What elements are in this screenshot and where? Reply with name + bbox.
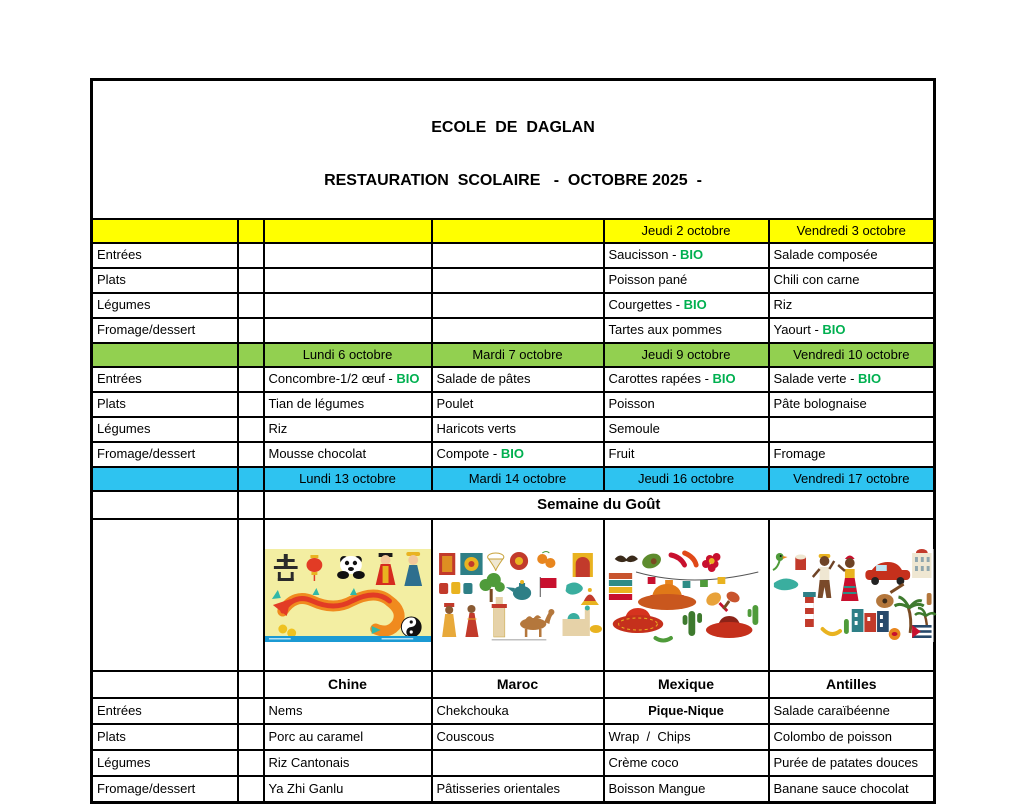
row-label-empty xyxy=(92,671,238,698)
menu-cell: Porc au caramel xyxy=(264,724,432,750)
row-label: Fromage/dessert xyxy=(92,776,238,803)
menu-cell: Riz xyxy=(769,293,935,318)
row-label: Entrées xyxy=(92,243,238,268)
caption-line xyxy=(491,639,546,641)
cuba-flag-icon xyxy=(912,625,931,638)
antilles-illustration xyxy=(770,549,934,642)
menu-cell: Wrap / Chips xyxy=(604,724,769,750)
row-label: Plats xyxy=(92,268,238,293)
week3-header-spacer xyxy=(92,467,238,491)
spacer-cell xyxy=(238,776,264,803)
table-row xyxy=(92,367,935,392)
spacer-cell xyxy=(238,243,264,268)
menu-cell: Boisson Mangue xyxy=(604,776,769,803)
row-label: Fromage/dessert xyxy=(92,442,238,467)
menu-cell: Yaourt - BIO xyxy=(769,318,935,343)
menu-cell: Chekchouka xyxy=(432,698,604,724)
menu-cell: Tartes aux pommes xyxy=(604,318,769,343)
menu-cell xyxy=(432,268,604,293)
day-header: Mardi 7 octobre xyxy=(432,343,604,367)
country-row xyxy=(92,671,935,698)
menu-cell xyxy=(432,293,604,318)
coin-icon xyxy=(278,624,287,633)
day-header: Lundi 6 octobre xyxy=(264,343,432,367)
row-label: Légumes xyxy=(92,417,238,442)
day-header xyxy=(264,219,432,243)
menu-cell: Riz xyxy=(264,417,432,442)
day-header: Jeudi 2 octobre xyxy=(604,219,769,243)
spacer-cell xyxy=(238,392,264,417)
table-row xyxy=(92,318,935,343)
table-row xyxy=(92,724,935,750)
menu-cell: Nems xyxy=(264,698,432,724)
spacer-cell xyxy=(238,219,264,243)
day-header: Mardi 14 octobre xyxy=(432,467,604,491)
week2-header-spacer xyxy=(92,343,238,367)
table-row xyxy=(92,293,935,318)
menu-cell xyxy=(432,318,604,343)
table-row xyxy=(92,750,935,776)
menu-cell: Compote - BIO xyxy=(432,442,604,467)
spacer-cell xyxy=(238,491,264,519)
menu-cell: Pique-Nique xyxy=(604,698,769,724)
menu-cell xyxy=(264,293,432,318)
mexique-illustration xyxy=(605,549,768,642)
chine-image-cell xyxy=(264,519,432,671)
day-header: Vendredi 3 octobre xyxy=(769,219,935,243)
menu-cell: Ya Zhi Ganlu xyxy=(264,776,432,803)
spacer-cell xyxy=(238,519,264,671)
spacer-cell xyxy=(238,318,264,343)
row-label: Entrées xyxy=(92,698,238,724)
menu-cell: Pâtisseries orientales xyxy=(432,776,604,803)
menu-cell: Tian de légumes xyxy=(264,392,432,417)
menu-cell: Courgettes - BIO xyxy=(604,293,769,318)
mexique-image-cell xyxy=(604,519,769,671)
week3-header-row xyxy=(92,467,935,491)
day-header: Lundi 13 octobre xyxy=(264,467,432,491)
document-title xyxy=(92,80,935,219)
document-subtitle: RESTAURATION SCOLAIRE - OCTOBRE 2025 - xyxy=(324,171,702,189)
spacer-cell xyxy=(238,343,264,367)
menu-cell: Concombre-1/2 œuf - BIO xyxy=(264,367,432,392)
menu-cell: Mousse chocolat xyxy=(264,442,432,467)
row-label-empty xyxy=(92,491,238,519)
table-row xyxy=(92,392,935,417)
menu-cell: Pâte bolognaise xyxy=(769,392,935,417)
illustrations-row xyxy=(92,519,935,671)
gout-title-row xyxy=(92,491,935,519)
menu-cell: Riz Cantonais xyxy=(264,750,432,776)
row-label: Entrées xyxy=(92,367,238,392)
menu-cell: Couscous xyxy=(432,724,604,750)
menu-cell: Carottes rapées - BIO xyxy=(604,367,769,392)
spacer-cell xyxy=(238,367,264,392)
menu-table xyxy=(90,78,936,804)
antilles-image-cell xyxy=(769,519,935,671)
menu-cell: Banane sauce chocolat xyxy=(769,776,935,803)
day-header xyxy=(432,219,604,243)
gout-title: Semaine du Goût xyxy=(264,491,935,519)
maroc-illustration xyxy=(433,549,603,642)
menu-cell: Crème coco xyxy=(604,750,769,776)
spacer-cell xyxy=(238,467,264,491)
spacer-cell xyxy=(238,724,264,750)
spacer-cell xyxy=(238,417,264,442)
menu-cell xyxy=(264,243,432,268)
menu-cell: Chili con carne xyxy=(769,268,935,293)
country-label: Mexique xyxy=(604,671,769,698)
school-name: ECOLE DE DAGLAN xyxy=(431,118,595,136)
menu-cell: Fruit xyxy=(604,442,769,467)
table-row xyxy=(92,268,935,293)
spacer-cell xyxy=(238,750,264,776)
spacer-cell xyxy=(238,442,264,467)
menu-cell: Salade de pâtes xyxy=(432,367,604,392)
row-label-empty xyxy=(92,519,238,671)
menu-cell: Saucisson - BIO xyxy=(604,243,769,268)
building-icon xyxy=(912,549,931,578)
menu-cell xyxy=(264,268,432,293)
week2-header-row xyxy=(92,343,935,367)
yin-yang-icon xyxy=(401,617,421,637)
menu-cell: Salade composée xyxy=(769,243,935,268)
menu-cell: Semoule xyxy=(604,417,769,442)
country-label: Maroc xyxy=(432,671,604,698)
menu-cell: Poisson xyxy=(604,392,769,417)
table-row xyxy=(92,243,935,268)
day-header: Jeudi 16 octobre xyxy=(604,467,769,491)
menu-cell: Fromage xyxy=(769,442,935,467)
menu-cell: Salade verte - BIO xyxy=(769,367,935,392)
menu-cell xyxy=(432,750,604,776)
menu-cell xyxy=(432,243,604,268)
spacer-cell xyxy=(238,698,264,724)
spacer-cell xyxy=(238,671,264,698)
menu-cell: Purée de patates douces xyxy=(769,750,935,776)
table-row xyxy=(92,417,935,442)
country-label: Chine xyxy=(264,671,432,698)
menu-cell: Poisson pané xyxy=(604,268,769,293)
menu-cell xyxy=(769,417,935,442)
week1-header-spacer xyxy=(92,219,238,243)
day-header: Vendredi 17 octobre xyxy=(769,467,935,491)
table-row xyxy=(92,698,935,724)
menu-cell: Haricots verts xyxy=(432,417,604,442)
week1-header-row xyxy=(92,219,935,243)
row-label: Plats xyxy=(92,392,238,417)
row-label: Légumes xyxy=(92,293,238,318)
table-row xyxy=(92,776,935,803)
menu-cell: Poulet xyxy=(432,392,604,417)
row-label: Légumes xyxy=(92,750,238,776)
day-header: Jeudi 9 octobre xyxy=(604,343,769,367)
title-row xyxy=(92,80,935,219)
menu-cell: Salade caraïbéenne xyxy=(769,698,935,724)
menu-cell: Colombo de poisson xyxy=(769,724,935,750)
day-header: Vendredi 10 octobre xyxy=(769,343,935,367)
spacer-cell xyxy=(238,268,264,293)
maroc-image-cell xyxy=(432,519,604,671)
row-label: Fromage/dessert xyxy=(92,318,238,343)
chine-illustration xyxy=(265,549,431,642)
menu-cell xyxy=(264,318,432,343)
table-row xyxy=(92,442,935,467)
row-label: Plats xyxy=(92,724,238,750)
country-label: Antilles xyxy=(769,671,935,698)
spacer-cell xyxy=(238,293,264,318)
